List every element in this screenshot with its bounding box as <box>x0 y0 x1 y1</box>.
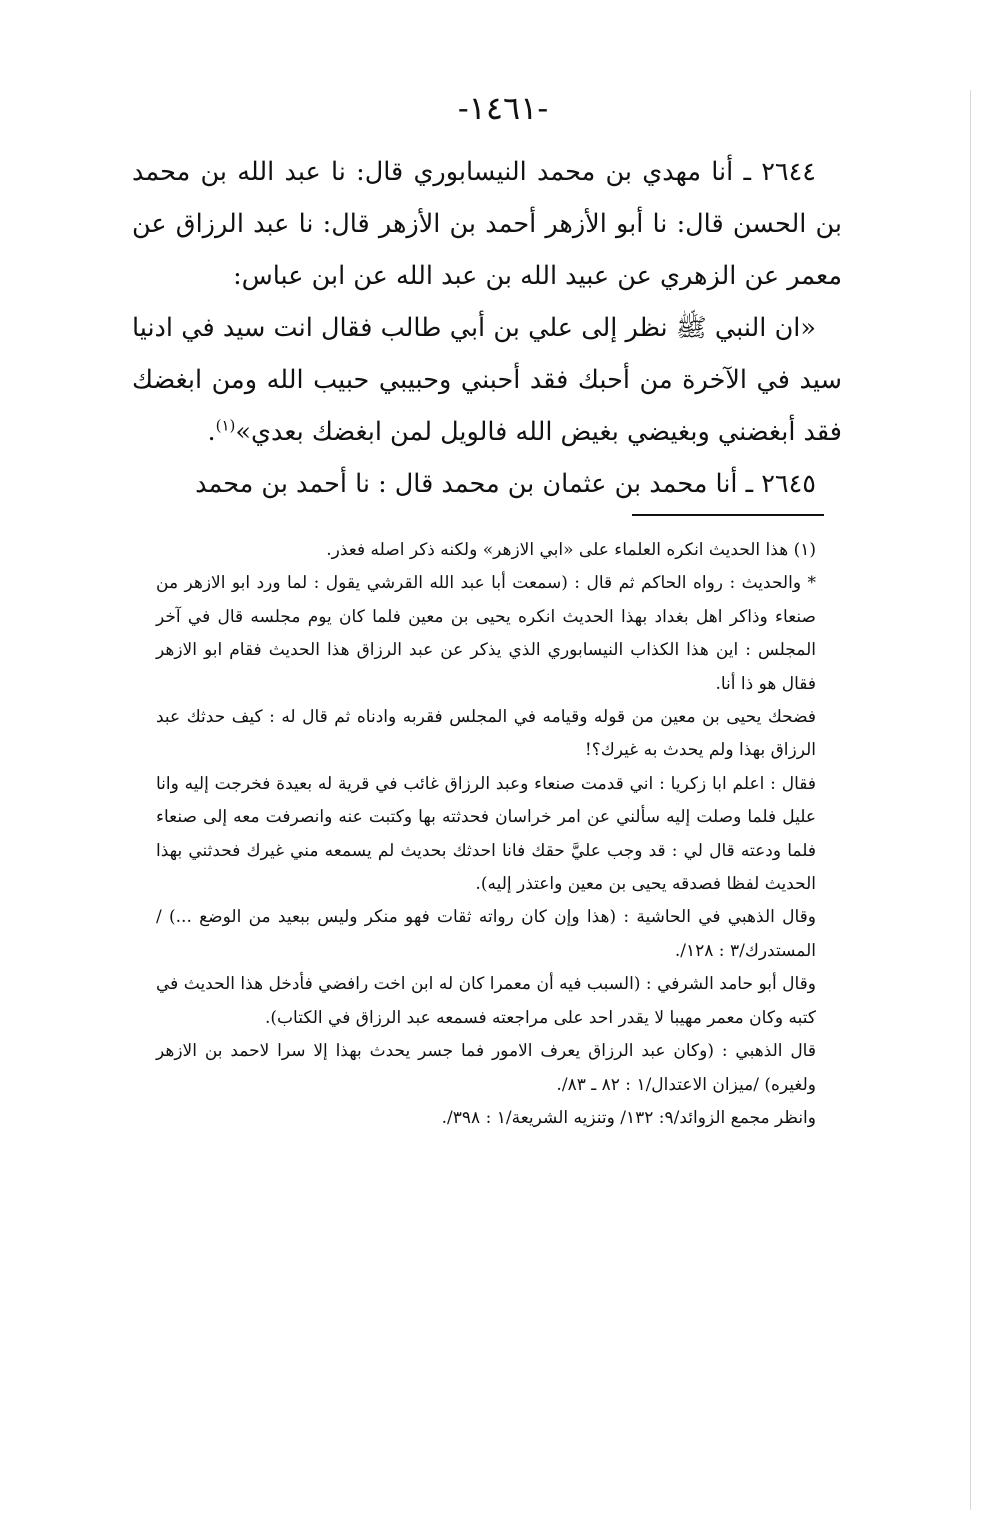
hadith-entry-2645-isnad: ٢٦٤٥ ـ أنا محمد بن عثمان بن محمد قال : نا أحمد بن محمد <box>195 469 816 499</box>
footnote-ref: (١) <box>215 416 236 435</box>
main-text <box>132 146 842 510</box>
page-number: -١٤٦١- <box>457 89 549 127</box>
footnote-paragraph: وقال الذهبي في الحاشية : (هذا وإن كان رواته ثقات فهو منكر وليس ببعيد من الوضع ...) /المستدرك/٣ : ١٢٨/. <box>156 907 816 961</box>
footnotes <box>156 534 816 1135</box>
footnote-paragraph: فضحك يحيى بن معين من قوله وقيامه في المجلس فقربه وادناه ثم قال له : كيف حدثك عبد الرزاق بهذا ولم يحدث به غيرك؟! <box>156 707 816 761</box>
sentence-end: . <box>207 417 216 447</box>
footnote-paragraph: * والحديث : رواه الحاكم ثم قال : (سمعت أبا عبد الله القرشي يقول : لما ورد ابو الازهر من صنعاء وذاكر اهل بغداد بهذا الحديث انكره يحيى بن معين فلما كان يوم مجلسه قال في آخر المجلس : اين هذا الكذاب النيسابوري الذي يذكر عن عبد الرزاق هذا الحديث فقام ابو الازهر فقال هو ذا أنا. <box>156 573 816 694</box>
footnote-1: (١) هذا الحديث انكره العلماء على «ابي الازهر» ولكنه ذكر اصله فعذر. <box>326 540 816 560</box>
hadith-entry-2644-matn <box>132 302 842 458</box>
footnote-paragraph: فقال : اعلم ابا زكريا : اني قدمت صنعاء وعبد الرزاق غائب في قرية له بعيدة فخرجت إليه وانا عليل فلما وصلت إليه سألني عن امر خراسان فحدثته بها وكتبت عنه وانصرفت معه إلى صنعاء فلما ودعته قال لي : قد وجب عليَّ حقك فانا احدثك بحديث لم يسمعه مني غيرك فحدثني بهذا الحديث لفظا فصدقه يحيى بن معين واعتذر إليه). <box>156 773 816 895</box>
footnote-paragraph: وانظر مجمع الزوائد/٩: ١٣٢/ وتنزيه الشريعة/١ : ٣٩٨/. <box>441 1107 816 1128</box>
footnote-paragraph: وقال أبو حامد الشرفي : (السبب فيه أن معمرا كان له ابن اخت رافضي فأدخل هذا الحديث في كتبه وكان معمر مهيبا لا يقدر احد على مراجعته فسمعه عبد الرزاق في الكتاب). <box>156 974 816 1028</box>
page-edge-line <box>970 90 971 1510</box>
hadith-entry-2644-isnad: ٢٦٤٤ ـ أنا مهدي بن محمد النيسابوري قال: نا عبد الله بن محمد بن الحسن قال: نا أبو الأزهر أحمد بن الأزهر قال: نا عبد الرزاق عن معمر عن الزهري عن عبيد الله بن عبد الله عن ابن عباس: <box>132 157 842 291</box>
hadith-text: «ان النبي ﷺ نظر إلى علي بن أبي طالب فقال انت سيد في ادنيا سيد في الآخرة من أحبك فقد أحبني وحبيبي حبيب الله ومن ابغضك فقد أبغضني وبغيضي بغيض الله فالويل لمن ابغضك بعدي» <box>132 313 842 447</box>
footnote-paragraph: قال الذهبي : (وكان عبد الرزاق يعرف الامور فما جسر يحدث بهذا إلا سرا لاحمد بن الازهر ولغيره) /ميزان الاعتدال/١ : ٨٢ ـ ٨٣/. <box>156 1041 816 1095</box>
footnote-separator <box>632 514 824 516</box>
